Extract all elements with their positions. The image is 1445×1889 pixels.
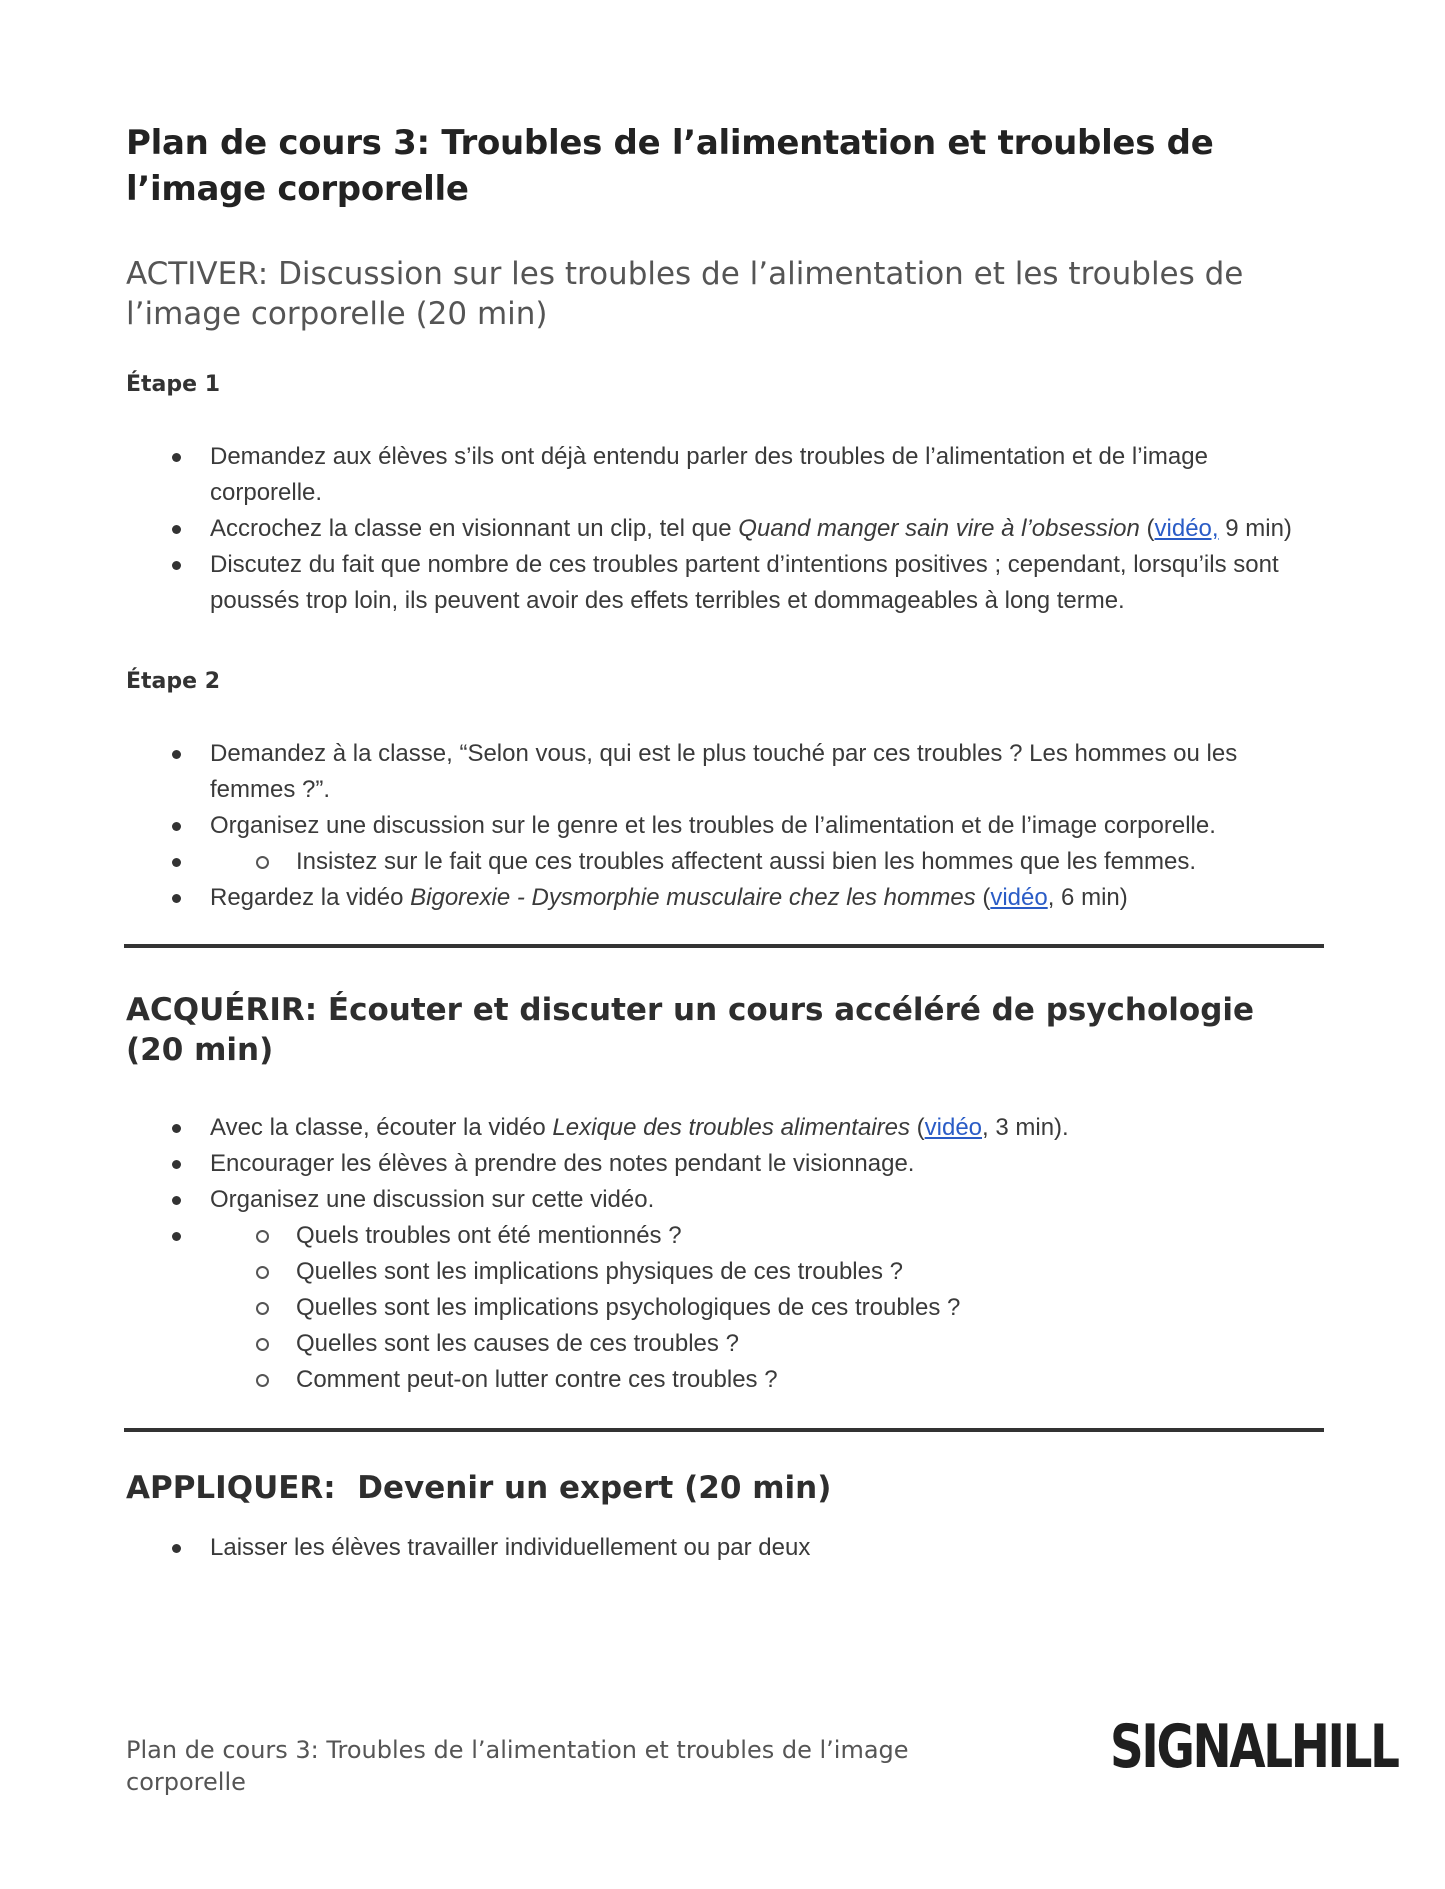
video-link[interactable]: vidéo, (1154, 515, 1219, 542)
document-page (126, 120, 1322, 1566)
list-item: Organisez une discussion sur cette vidéo. (126, 1182, 1322, 1218)
page-title: Plan de cours 3: Troubles de l’alimentation et troubles de l’image corporelle (126, 123, 1214, 209)
sub-list-item: Insistez sur le fait que ces troubles affectent aussi bien les hommes que les femmes. (126, 844, 1322, 880)
signalhill-logo: SIGNALHILL (1110, 1712, 1398, 1782)
step-2-list (126, 736, 1322, 916)
list-item (126, 1218, 1322, 1398)
activer-heading: ACTIVER: Discussion sur les troubles de l’alimentation et les troubles de l’image corporelle (20 min) (126, 256, 1244, 332)
acquerir-heading: ACQUÉRIR: Écouter et discuter un cours accéléré de psychologie (20 min) (126, 992, 1255, 1068)
list-item: Demandez à la classe, “Selon vous, qui est le plus touché par ces troubles ? Les hommes ou les femmes ?”. (126, 736, 1322, 808)
sub-list-item: Quelles sont les causes de ces troubles ? (126, 1326, 1322, 1362)
list-item: Accrochez la classe en visionnant un clip, tel que Quand manger sain vire à l’obsession (vidéo, 9 min) (126, 511, 1322, 547)
video-link[interactable]: vidéo (990, 884, 1048, 911)
sub-list (126, 1218, 1322, 1398)
list-item: Regardez la vidéo Bigorexie - Dysmorphie musculaire chez les hommes (vidéo, 6 min) (126, 880, 1322, 916)
sub-list-item: Comment peut-on lutter contre ces troubles ? (126, 1362, 1322, 1398)
sub-list-item: Quelles sont les implications psychologiques de ces troubles ? (126, 1290, 1322, 1326)
appliquer-list (126, 1530, 1322, 1566)
list-item: Organisez une discussion sur le genre et les troubles de l’alimentation et de l’image corporelle. (126, 808, 1322, 844)
list-item: Avec la classe, écouter la vidéo Lexique des troubles alimentaires (vidéo, 3 min). (126, 1110, 1322, 1146)
list-item: Encourager les élèves à prendre des notes pendant le visionnage. (126, 1146, 1322, 1182)
step-1-list (126, 439, 1322, 619)
list-item: Demandez aux élèves s’ils ont déjà entendu parler des troubles de l’alimentation et de l’image corporelle. (126, 439, 1322, 511)
section-divider (124, 1428, 1324, 1432)
appliquer-heading: APPLIQUER: Devenir un expert (20 min) (126, 1470, 832, 1506)
video-title: Lexique des troubles alimentaires (552, 1114, 910, 1141)
step-1-label: Étape 1 (126, 372, 221, 397)
list-item: Discutez du fait que nombre de ces troubles partent d’intentions positives ; cependant, lorsqu’ils sont poussés trop loin, ils peuvent avoir des effets terribles et dommageables à long terme. (126, 547, 1322, 619)
acquerir-list (126, 1110, 1322, 1398)
video-link[interactable]: vidéo (924, 1114, 983, 1141)
video-title: Bigorexie - Dysmorphie musculaire chez les hommes (410, 884, 976, 911)
sub-list-item: Quelles sont les implications physiques de ces troubles ? (126, 1254, 1322, 1290)
footer-title: Plan de cours 3: Troubles de l’alimentation et troubles de l’image corporelle (126, 1736, 909, 1796)
step-2-label: Étape 2 (126, 669, 221, 694)
sub-list (126, 844, 1322, 880)
video-title: Quand manger sain vire à l’obsession (738, 515, 1140, 542)
section-divider (124, 944, 1324, 948)
sub-list-item: Quels troubles ont été mentionnés ? (126, 1218, 1322, 1254)
list-item (126, 844, 1322, 880)
list-item: Laisser les élèves travailler individuellement ou par deux (126, 1530, 1322, 1566)
